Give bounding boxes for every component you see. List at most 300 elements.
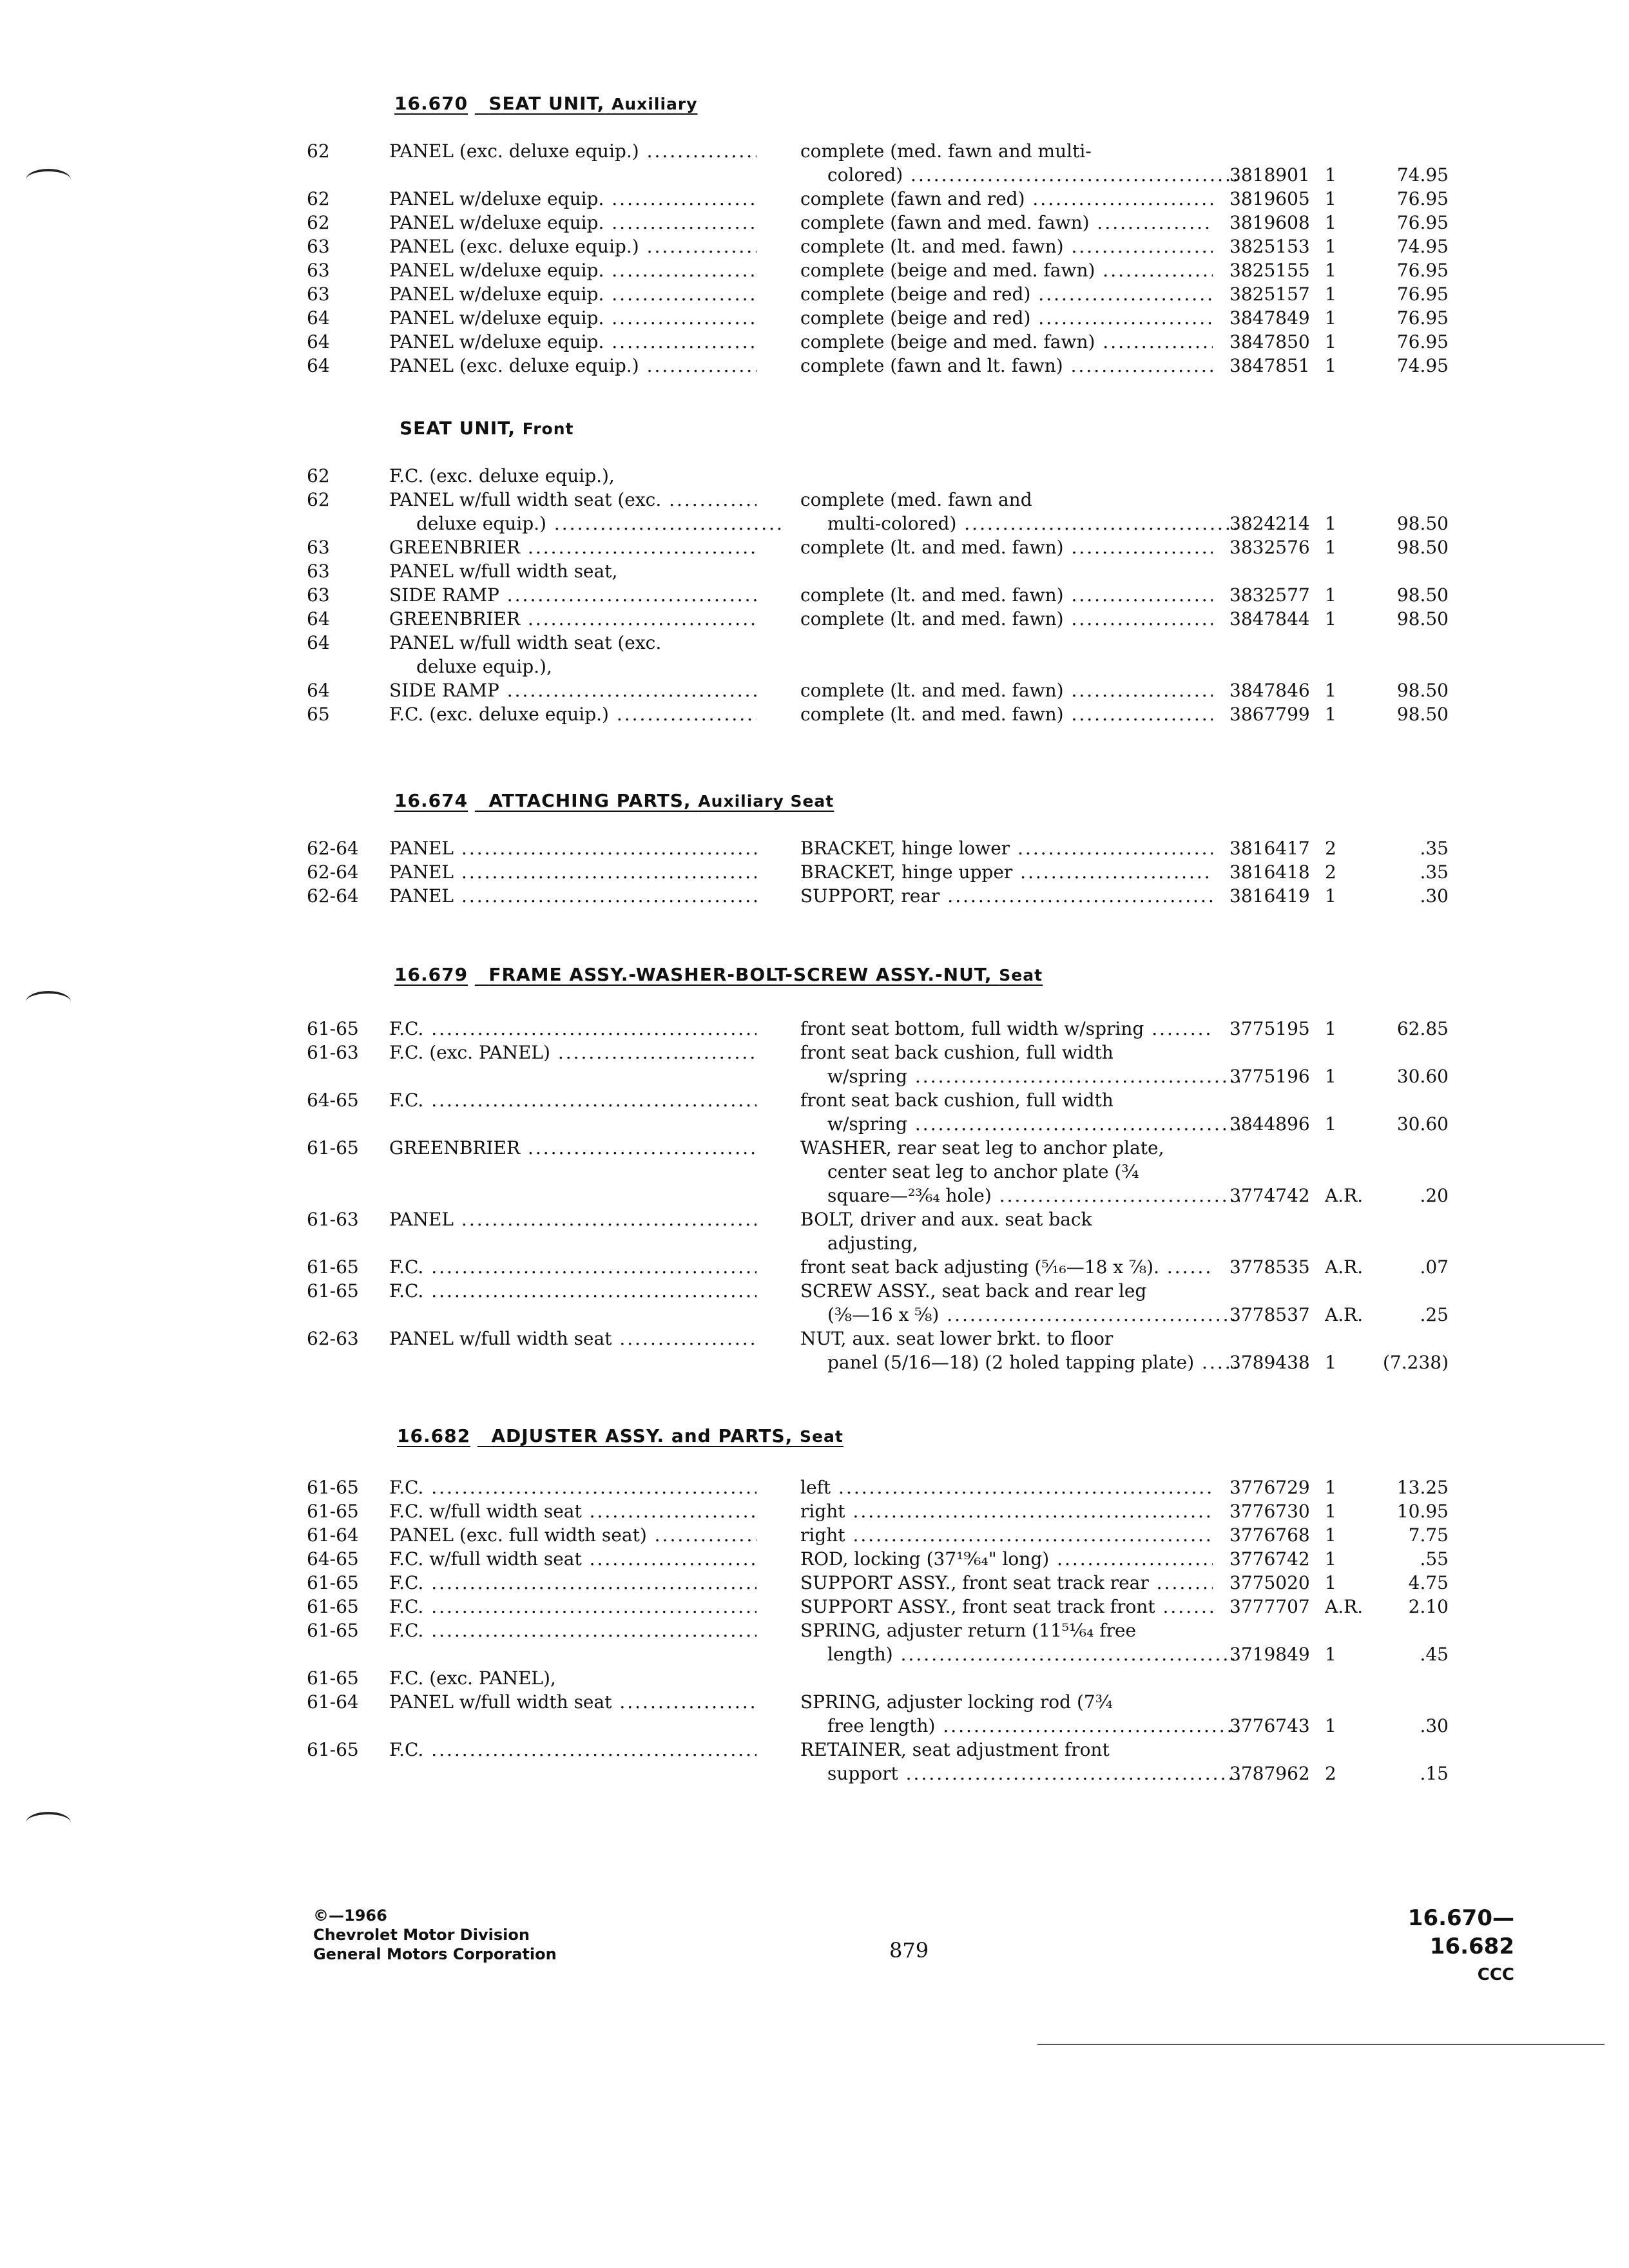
model-year bbox=[307, 1017, 378, 1041]
part-description bbox=[800, 512, 1240, 535]
part-number-text: 3789438 bbox=[1229, 1352, 1310, 1373]
price-text: 2.10 bbox=[1408, 1596, 1449, 1617]
part-description bbox=[800, 1642, 1240, 1666]
price bbox=[1379, 1595, 1449, 1619]
model-year bbox=[307, 235, 378, 258]
model-applicability bbox=[389, 678, 757, 702]
model-applicability bbox=[389, 1136, 757, 1160]
catalog-code: CCC bbox=[1477, 1965, 1514, 1984]
model-applicability-text: F.C. bbox=[389, 1620, 424, 1641]
model-applicability bbox=[389, 884, 757, 908]
part-number-text: 3819608 bbox=[1229, 212, 1310, 233]
part-number-text: 3776730 bbox=[1229, 1501, 1310, 1522]
price bbox=[1379, 1571, 1449, 1595]
model-year-text: 62 bbox=[307, 188, 330, 209]
section-number: 16.679 bbox=[394, 964, 468, 985]
model-year-text: 64-65 bbox=[307, 1090, 359, 1111]
table-row bbox=[0, 139, 1629, 163]
table-row bbox=[0, 464, 1629, 488]
model-year bbox=[307, 1690, 378, 1714]
model-applicability bbox=[389, 330, 757, 354]
model-year bbox=[307, 1547, 378, 1571]
part-description bbox=[800, 583, 1213, 607]
quantity-text: 1 bbox=[1325, 188, 1336, 209]
part-description-text: SUPPORT ASSY., front seat track rear bbox=[800, 1572, 1149, 1593]
model-applicability-text: F.C. w/full width seat bbox=[389, 1501, 582, 1522]
model-applicability bbox=[389, 655, 784, 678]
price bbox=[1379, 163, 1449, 187]
section-number: 16.682 bbox=[397, 1425, 471, 1446]
model-applicability bbox=[389, 306, 757, 330]
section-title: ATTACHING PARTS, Auxiliary Seat bbox=[488, 790, 834, 811]
part-description-text: complete (fawn and med. fawn) bbox=[800, 212, 1090, 233]
table-row bbox=[0, 1619, 1629, 1642]
model-applicability bbox=[389, 1690, 757, 1714]
part-description bbox=[800, 1136, 1213, 1160]
part-description-text: right bbox=[800, 1524, 845, 1546]
part-number-text: 3776742 bbox=[1229, 1548, 1310, 1570]
part-number-text: 3847844 bbox=[1229, 608, 1310, 629]
part-description-text: left bbox=[800, 1477, 831, 1498]
model-year-text: 65 bbox=[307, 704, 330, 725]
quantity-text: A.R. bbox=[1325, 1304, 1364, 1325]
model-year bbox=[307, 535, 378, 559]
model-applicability-text: F.C. bbox=[389, 1477, 424, 1498]
model-year-text: 62-64 bbox=[307, 861, 359, 883]
quantity-text: A.R. bbox=[1325, 1596, 1364, 1617]
quantity-text: 1 bbox=[1325, 284, 1336, 305]
section-title: SEAT UNIT, Auxiliary bbox=[488, 93, 698, 114]
footer-copyright: ©—1966 bbox=[313, 1907, 387, 1925]
quantity-text: 1 bbox=[1325, 584, 1336, 606]
price-text: 76.95 bbox=[1396, 307, 1449, 329]
part-number bbox=[1229, 535, 1320, 559]
section-header-adjuster-assy bbox=[397, 1425, 843, 1446]
part-description-text: WASHER, rear seat leg to anchor plate, bbox=[800, 1137, 1164, 1158]
model-year bbox=[307, 187, 378, 211]
price-text: 98.50 bbox=[1396, 537, 1449, 558]
part-description-text: complete (lt. and med. fawn) bbox=[800, 236, 1064, 257]
table-row bbox=[0, 559, 1629, 583]
model-year-text: 61-65 bbox=[307, 1280, 359, 1302]
model-year bbox=[307, 1595, 378, 1619]
model-applicability bbox=[389, 1738, 757, 1762]
table-row bbox=[0, 1547, 1629, 1571]
part-description bbox=[800, 1279, 1213, 1303]
price bbox=[1379, 187, 1449, 211]
model-applicability-text: PANEL w/deluxe equip. bbox=[389, 307, 604, 329]
part-number bbox=[1229, 1595, 1320, 1619]
model-year bbox=[307, 354, 378, 378]
section-number: 16.674 bbox=[394, 790, 468, 811]
part-number-text: 3816417 bbox=[1229, 838, 1310, 859]
price-text: 98.50 bbox=[1396, 704, 1449, 725]
part-number bbox=[1229, 860, 1320, 884]
model-applicability bbox=[389, 139, 757, 163]
price bbox=[1379, 1303, 1449, 1327]
part-description-text: complete (lt. and med. fawn) bbox=[800, 584, 1064, 606]
table-row bbox=[0, 884, 1629, 908]
price bbox=[1379, 211, 1449, 235]
part-number-text: 3867799 bbox=[1229, 704, 1310, 725]
price bbox=[1379, 1547, 1449, 1571]
price bbox=[1379, 702, 1449, 726]
table-row bbox=[0, 1041, 1629, 1064]
model-year-text: 63 bbox=[307, 584, 330, 606]
part-number-text: 3776743 bbox=[1229, 1715, 1310, 1736]
quantity-text: 1 bbox=[1325, 680, 1336, 701]
table-row bbox=[0, 1642, 1629, 1666]
model-applicability-text: GREENBRIER bbox=[389, 608, 521, 629]
section-header-frame-assy bbox=[394, 964, 1043, 985]
price bbox=[1379, 282, 1449, 306]
table-row bbox=[0, 488, 1629, 512]
part-description bbox=[800, 1523, 1213, 1547]
part-number-text: 3825157 bbox=[1229, 284, 1310, 305]
part-description bbox=[800, 1041, 1213, 1064]
price-text: .30 bbox=[1420, 885, 1449, 907]
part-number-text: 3778537 bbox=[1229, 1304, 1310, 1325]
model-year bbox=[307, 1619, 378, 1642]
model-year bbox=[307, 258, 378, 282]
part-number-text: 3847851 bbox=[1229, 355, 1310, 376]
table-row bbox=[0, 1475, 1629, 1499]
part-number-text: 3847849 bbox=[1229, 307, 1310, 329]
model-year-text: 64 bbox=[307, 680, 330, 701]
model-applicability-text: PANEL w/full width seat bbox=[389, 1691, 612, 1713]
part-description-text: w/spring bbox=[827, 1113, 907, 1135]
part-description bbox=[800, 1303, 1240, 1327]
quantity-text: 1 bbox=[1325, 885, 1336, 907]
part-description-text: front seat back cushion, full width bbox=[800, 1042, 1113, 1063]
model-applicability bbox=[389, 1279, 757, 1303]
part-description bbox=[800, 1327, 1213, 1350]
model-applicability bbox=[389, 354, 757, 378]
price-text: 74.95 bbox=[1396, 355, 1449, 376]
model-applicability-text: F.C. bbox=[389, 1572, 424, 1593]
quantity-text: 1 bbox=[1325, 1501, 1336, 1522]
table-row bbox=[0, 1738, 1629, 1762]
price bbox=[1379, 1475, 1449, 1499]
price bbox=[1379, 1523, 1449, 1547]
quantity-text: 1 bbox=[1325, 307, 1336, 329]
model-year-text: 63 bbox=[307, 561, 330, 582]
price bbox=[1379, 1714, 1449, 1738]
table-row bbox=[0, 836, 1629, 860]
part-number bbox=[1229, 1642, 1320, 1666]
model-applicability bbox=[389, 1327, 757, 1350]
quantity-text: 1 bbox=[1325, 260, 1336, 281]
part-number-text: 3816418 bbox=[1229, 861, 1310, 883]
part-number bbox=[1229, 1255, 1320, 1279]
price bbox=[1379, 607, 1449, 631]
quantity-text: 1 bbox=[1325, 1524, 1336, 1546]
model-applicability bbox=[389, 1017, 757, 1041]
quantity-text: A.R. bbox=[1325, 1185, 1364, 1206]
model-applicability-text: GREENBRIER bbox=[389, 1137, 521, 1158]
part-description bbox=[800, 488, 1213, 512]
model-year-text: 62-64 bbox=[307, 885, 359, 907]
part-number bbox=[1229, 836, 1320, 860]
model-year bbox=[307, 1571, 378, 1595]
part-number bbox=[1229, 1112, 1320, 1136]
part-number bbox=[1229, 1547, 1320, 1571]
part-description-text: BRACKET, hinge upper bbox=[800, 861, 1013, 883]
model-applicability-text: F.C. bbox=[389, 1256, 424, 1278]
model-applicability-text: PANEL bbox=[389, 1209, 454, 1230]
model-applicability bbox=[389, 258, 757, 282]
section-range: 16.670—16.682 bbox=[1407, 1905, 1514, 1959]
model-year bbox=[307, 1255, 378, 1279]
price bbox=[1379, 1255, 1449, 1279]
model-year bbox=[307, 860, 378, 884]
price-text: (7.238) bbox=[1382, 1352, 1449, 1373]
model-applicability-text: PANEL w/deluxe equip. bbox=[389, 212, 604, 233]
part-description bbox=[800, 354, 1213, 378]
price-text: .07 bbox=[1420, 1256, 1449, 1278]
part-number-text: 3775020 bbox=[1229, 1572, 1310, 1593]
price-text: 13.25 bbox=[1396, 1477, 1449, 1498]
binder-mark bbox=[26, 991, 71, 1013]
table-row bbox=[0, 258, 1629, 282]
model-year-text: 64 bbox=[307, 608, 330, 629]
quantity-text: 1 bbox=[1325, 1644, 1336, 1665]
model-year-text: 62 bbox=[307, 140, 330, 162]
part-description bbox=[800, 235, 1213, 258]
price bbox=[1379, 1499, 1449, 1523]
price-text: 30.60 bbox=[1396, 1066, 1449, 1087]
model-applicability bbox=[389, 836, 757, 860]
model-applicability bbox=[389, 282, 757, 306]
model-applicability bbox=[389, 1547, 757, 1571]
model-applicability bbox=[389, 1041, 757, 1064]
price bbox=[1379, 884, 1449, 908]
model-year bbox=[307, 488, 378, 512]
price bbox=[1379, 330, 1449, 354]
part-description bbox=[800, 1231, 1240, 1255]
part-description-text: SUPPORT ASSY., front seat track front bbox=[800, 1596, 1155, 1617]
part-number-text: 3777707 bbox=[1229, 1596, 1310, 1617]
model-year-text: 63 bbox=[307, 537, 330, 558]
model-year bbox=[307, 1207, 378, 1231]
part-number bbox=[1229, 583, 1320, 607]
table-row bbox=[0, 1595, 1629, 1619]
model-year bbox=[307, 559, 378, 583]
part-number bbox=[1229, 607, 1320, 631]
price bbox=[1379, 1064, 1449, 1088]
price bbox=[1379, 1762, 1449, 1785]
part-number-text: 3818901 bbox=[1229, 164, 1310, 186]
model-applicability bbox=[389, 583, 757, 607]
part-description bbox=[800, 1762, 1240, 1785]
price-text: 4.75 bbox=[1408, 1572, 1449, 1593]
price bbox=[1379, 1184, 1449, 1207]
quantity-text: 1 bbox=[1325, 164, 1336, 186]
model-year-text: 61-65 bbox=[307, 1018, 359, 1039]
part-description-text: complete (fawn and lt. fawn) bbox=[800, 355, 1063, 376]
table-row bbox=[0, 1303, 1629, 1327]
price-text: .25 bbox=[1420, 1304, 1449, 1325]
model-year-text: 61-65 bbox=[307, 1596, 359, 1617]
model-year-text: 64 bbox=[307, 331, 330, 352]
part-description-text: complete (beige and med. fawn) bbox=[800, 260, 1095, 281]
model-year-text: 61-65 bbox=[307, 1477, 359, 1498]
model-applicability bbox=[389, 631, 757, 655]
model-applicability bbox=[389, 488, 757, 512]
price-text: .55 bbox=[1420, 1548, 1449, 1570]
model-applicability-text: PANEL bbox=[389, 885, 454, 907]
model-year bbox=[307, 631, 378, 655]
section-header-seat-unit-front bbox=[400, 418, 574, 439]
table-row bbox=[0, 1666, 1629, 1690]
model-applicability-text: PANEL bbox=[389, 861, 454, 883]
part-description bbox=[800, 1547, 1213, 1571]
part-description-text: SPRING, adjuster locking rod (7¾ bbox=[800, 1691, 1113, 1713]
part-number bbox=[1229, 1499, 1320, 1523]
part-description-text: BRACKET, hinge lower bbox=[800, 838, 1010, 859]
price-text: 76.95 bbox=[1396, 331, 1449, 352]
model-applicability-text: PANEL w/deluxe equip. bbox=[389, 284, 604, 305]
table-row bbox=[0, 678, 1629, 702]
quantity-text: 1 bbox=[1325, 608, 1336, 629]
part-description bbox=[800, 836, 1213, 860]
part-number bbox=[1229, 1762, 1320, 1785]
quantity-text: 2 bbox=[1325, 1763, 1336, 1784]
table-row bbox=[0, 1279, 1629, 1303]
model-applicability-text: PANEL (exc. deluxe equip.) bbox=[389, 140, 639, 162]
part-number bbox=[1229, 1475, 1320, 1499]
model-applicability-text: PANEL w/full width seat (exc. bbox=[389, 632, 662, 653]
model-applicability bbox=[389, 211, 757, 235]
table-row bbox=[0, 1690, 1629, 1714]
model-applicability-text: PANEL w/deluxe equip. bbox=[389, 331, 604, 352]
table-row bbox=[0, 607, 1629, 631]
part-number bbox=[1229, 702, 1320, 726]
part-description bbox=[800, 1714, 1240, 1738]
part-description-text: complete (lt. and med. fawn) bbox=[800, 537, 1064, 558]
model-applicability-text: F.C. w/full width seat bbox=[389, 1548, 582, 1570]
table-row bbox=[0, 1571, 1629, 1595]
binder-mark bbox=[26, 169, 71, 191]
part-number-text: 3775195 bbox=[1229, 1018, 1310, 1039]
model-year bbox=[307, 464, 378, 488]
part-number-text: 3825155 bbox=[1229, 260, 1310, 281]
footer-range bbox=[1340, 1904, 1514, 1989]
model-applicability-text: deluxe equip.) bbox=[416, 513, 546, 534]
quantity-text: 1 bbox=[1325, 537, 1336, 558]
part-number-text: 3819605 bbox=[1229, 188, 1310, 209]
section-header-seat-unit-aux bbox=[394, 93, 698, 114]
footer-publisher bbox=[313, 1906, 557, 1964]
table-row bbox=[0, 1762, 1629, 1785]
model-applicability-text: F.C. bbox=[389, 1596, 424, 1617]
part-number bbox=[1229, 1017, 1320, 1041]
model-applicability bbox=[389, 1207, 757, 1231]
part-description bbox=[800, 1064, 1240, 1088]
model-year-text: 61-65 bbox=[307, 1137, 359, 1158]
table-row bbox=[0, 1160, 1629, 1184]
binder-mark bbox=[26, 1812, 71, 1834]
model-year bbox=[307, 1475, 378, 1499]
price-text: 74.95 bbox=[1396, 236, 1449, 257]
model-applicability-text: F.C. (exc. deluxe equip.) bbox=[389, 704, 609, 725]
part-description-text: colored) bbox=[827, 164, 903, 186]
table-row bbox=[0, 1523, 1629, 1547]
model-year-text: 61-64 bbox=[307, 1524, 359, 1546]
price-text: 76.95 bbox=[1396, 212, 1449, 233]
quantity-text: 1 bbox=[1325, 704, 1336, 725]
price bbox=[1379, 354, 1449, 378]
part-number-text: 3847850 bbox=[1229, 331, 1310, 352]
model-year bbox=[307, 139, 378, 163]
quantity-text: 1 bbox=[1325, 1477, 1336, 1498]
price-text: 7.75 bbox=[1408, 1524, 1449, 1546]
model-year bbox=[307, 1088, 378, 1112]
quantity-text: 1 bbox=[1325, 1572, 1336, 1593]
part-description bbox=[800, 211, 1213, 235]
quantity-text: 1 bbox=[1325, 236, 1336, 257]
part-description bbox=[800, 1499, 1213, 1523]
part-description bbox=[800, 860, 1213, 884]
part-number bbox=[1229, 1350, 1320, 1374]
model-applicability bbox=[389, 1088, 757, 1112]
table-row bbox=[0, 583, 1629, 607]
part-number bbox=[1229, 235, 1320, 258]
price-text: 98.50 bbox=[1396, 584, 1449, 606]
model-year bbox=[307, 1738, 378, 1762]
model-applicability-text: F.C. bbox=[389, 1018, 424, 1039]
part-description bbox=[800, 1184, 1240, 1207]
price-text: .30 bbox=[1420, 1715, 1449, 1736]
table-row bbox=[0, 1714, 1629, 1738]
price-text: 74.95 bbox=[1396, 164, 1449, 186]
quantity-text: 1 bbox=[1325, 1113, 1336, 1135]
model-applicability-text: F.C. bbox=[389, 1090, 424, 1111]
model-applicability bbox=[389, 1499, 757, 1523]
model-applicability bbox=[389, 1255, 757, 1279]
part-description bbox=[800, 607, 1213, 631]
price bbox=[1379, 306, 1449, 330]
part-description bbox=[800, 1619, 1213, 1642]
part-number-text: 3832576 bbox=[1229, 537, 1310, 558]
part-number bbox=[1229, 330, 1320, 354]
model-applicability-text: PANEL (exc. deluxe equip.) bbox=[389, 355, 639, 376]
part-number-text: 3774742 bbox=[1229, 1185, 1310, 1206]
model-year bbox=[307, 1136, 378, 1160]
price bbox=[1379, 235, 1449, 258]
part-description-text: complete (lt. and med. fawn) bbox=[800, 680, 1064, 701]
price-text: 98.50 bbox=[1396, 513, 1449, 534]
table-row bbox=[0, 512, 1629, 535]
bottom-rule bbox=[1037, 2044, 1605, 2045]
part-description bbox=[800, 1160, 1240, 1184]
part-description-text: multi-colored) bbox=[827, 513, 957, 534]
quantity-text: 2 bbox=[1325, 838, 1336, 859]
model-year bbox=[307, 1499, 378, 1523]
part-description bbox=[800, 535, 1213, 559]
price bbox=[1379, 583, 1449, 607]
table-row bbox=[0, 1327, 1629, 1350]
model-applicability-text: PANEL w/deluxe equip. bbox=[389, 188, 604, 209]
footer-corporation: General Motors Corporation bbox=[313, 1945, 557, 1963]
part-description-text: complete (beige and med. fawn) bbox=[800, 331, 1095, 352]
part-description-text: support bbox=[827, 1763, 898, 1784]
model-applicability bbox=[389, 607, 757, 631]
part-number-text: 3816419 bbox=[1229, 885, 1310, 907]
part-description-text: SUPPORT, rear bbox=[800, 885, 940, 907]
part-description-text: SPRING, adjuster return (11⁵¹⁄₆₄ free bbox=[800, 1620, 1137, 1641]
section-title: ADJUSTER ASSY. and PARTS, Seat bbox=[491, 1425, 843, 1446]
